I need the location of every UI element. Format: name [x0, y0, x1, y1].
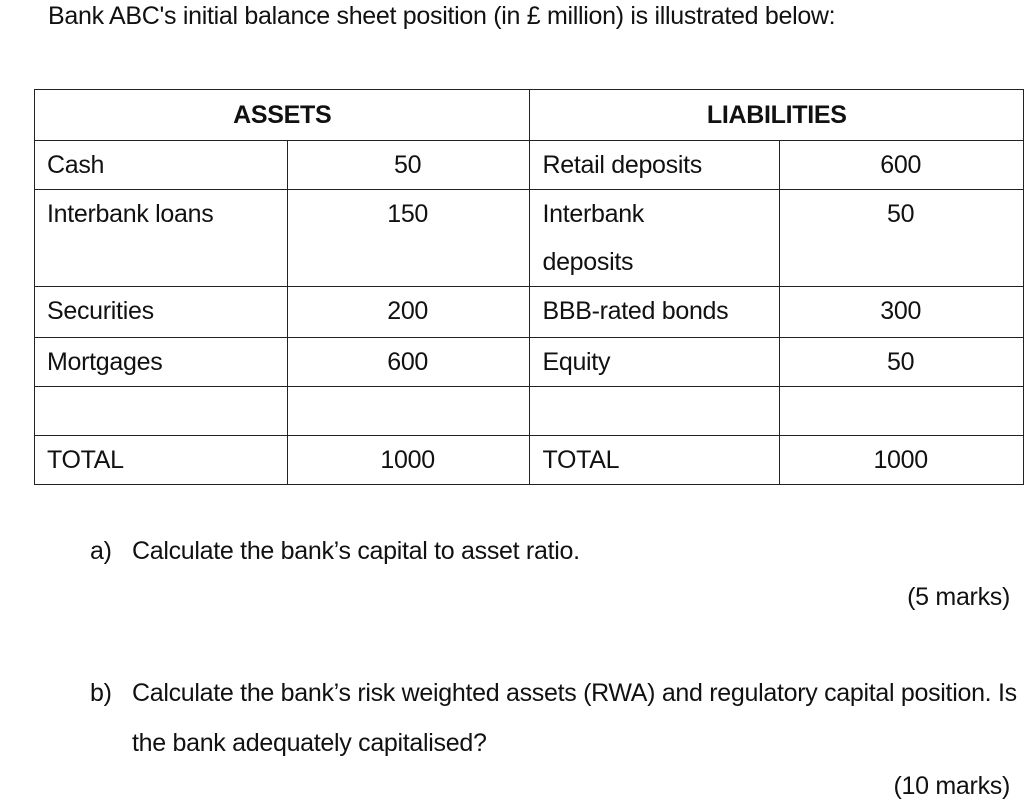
- balance-sheet-table: [34, 89, 1024, 485]
- liabilities-total-value: 1000: [780, 436, 1024, 485]
- table-row: [35, 287, 1024, 338]
- table-row: [35, 141, 1024, 190]
- question-a: [90, 526, 990, 576]
- asset-value: 600: [287, 338, 530, 387]
- empty-cell: [35, 387, 288, 436]
- question-a-text: Calculate the bank’s capital to asset ratio.: [132, 537, 580, 565]
- table-row: [35, 190, 1024, 287]
- liability-value: 50: [780, 190, 1024, 287]
- asset-value: 50: [287, 141, 530, 190]
- liabilities-total-label: TOTAL: [530, 436, 780, 485]
- question-b: [90, 668, 1020, 778]
- empty-cell: [530, 387, 780, 436]
- asset-value: 150: [287, 190, 530, 287]
- liability-value: 50: [780, 338, 1024, 387]
- question-b-marks: (10 marks): [893, 772, 1010, 800]
- liability-label: Interbank deposits: [530, 190, 780, 287]
- liability-label: Equity: [530, 338, 780, 387]
- empty-cell: [780, 387, 1024, 436]
- question-a-label: a): [90, 537, 112, 565]
- asset-label: Interbank loans: [35, 190, 288, 287]
- question-b-text: Calculate the bank’s risk weighted assets (RWA) and regulatory capital position. Is the bank adequately capitalised?: [132, 679, 1017, 757]
- liability-value: 600: [780, 141, 1024, 190]
- asset-label: Mortgages: [35, 338, 288, 387]
- assets-header: ASSETS: [35, 90, 530, 141]
- assets-total-value: 1000: [287, 436, 530, 485]
- intro-text: Bank ABC's initial balance sheet position (in £ million) is illustrated below:: [48, 2, 836, 30]
- empty-cell: [287, 387, 530, 436]
- table-row: [35, 338, 1024, 387]
- liability-value: 300: [780, 287, 1024, 338]
- asset-value: 200: [287, 287, 530, 338]
- question-a-marks: (5 marks): [907, 583, 1010, 611]
- liability-label: BBB-rated bonds: [530, 287, 780, 338]
- liability-label: Retail deposits: [530, 141, 780, 190]
- question-b-label: b): [90, 679, 112, 707]
- asset-label: Cash: [35, 141, 288, 190]
- table-row-empty: [35, 387, 1024, 436]
- table-row-total: [35, 436, 1024, 485]
- asset-label: Securities: [35, 287, 288, 338]
- liabilities-header: LIABILITIES: [530, 90, 1024, 141]
- assets-total-label: TOTAL: [35, 436, 288, 485]
